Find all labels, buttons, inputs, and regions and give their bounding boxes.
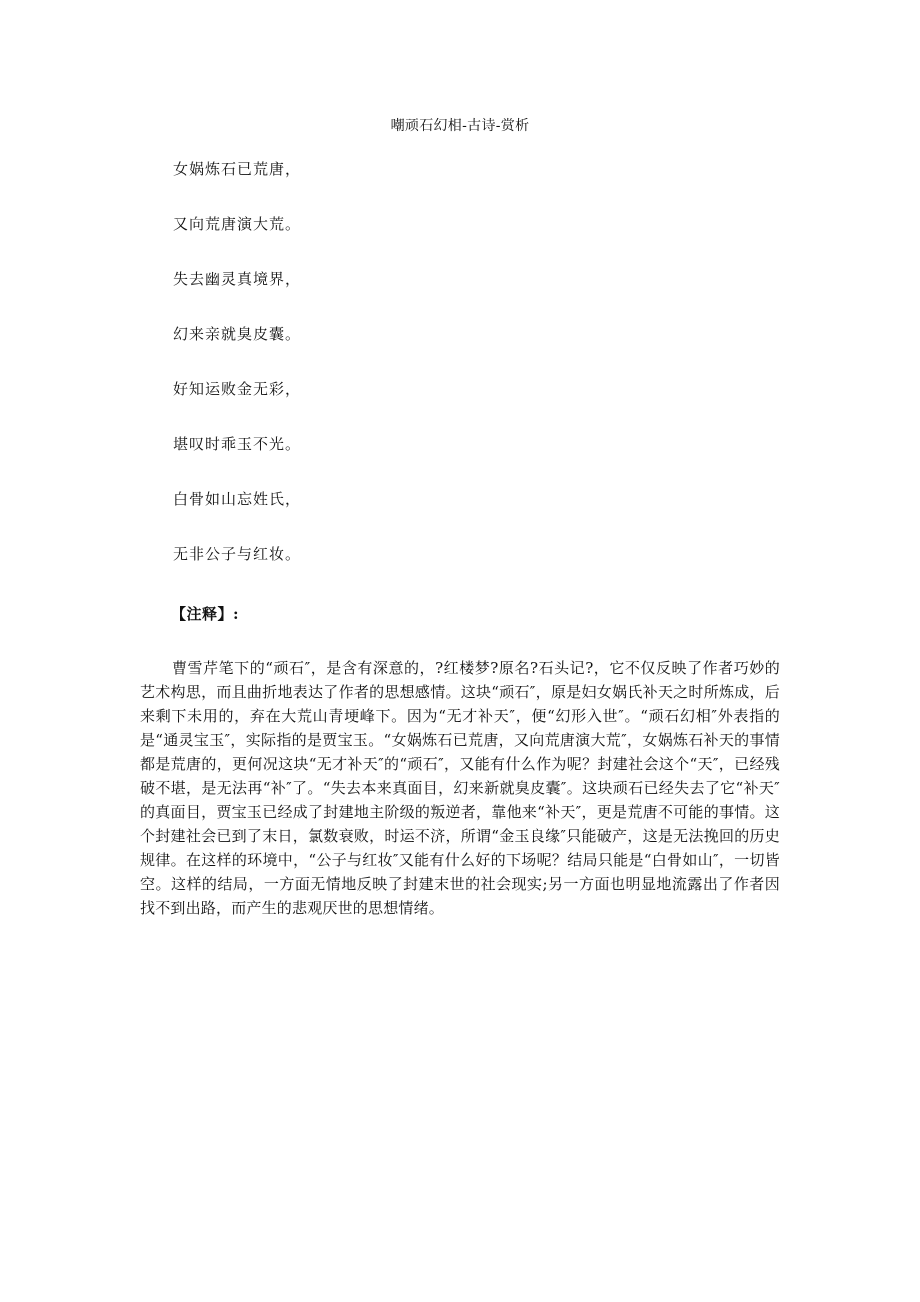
poem-line: 白骨如山忘姓氏， [173,490,302,508]
page-title: 嘲顽石幻相-古诗-赏析 [390,118,530,134]
notes-heading: 【注释】: [171,605,240,623]
poem-line: 堪叹时乖玉不光。 [173,435,302,453]
poem-line: 无非公子与红妆。 [173,545,302,563]
poem-line: 幻来亲就臭皮囊。 [173,325,302,343]
analysis-paragraph: 曹雪芹笔下的“顽石″，是含有深意的，?红楼梦?原名?石头记?，它不仅反映了作者巧妙的艺术构思，而且曲折地表达了作者的思想感情。这块“顽石″，原是妇女娲氏补天之时所炼成，后来剩下未用的，弃在大荒山青埂峰下。因为“无才补天″，便“幻形入世″。“顽石幻相″外表指的是“通灵宝玉″，实际指的是贾宝玉。“女娲炼石已荒唐，又向荒唐演大荒″，女娲炼石补天的事情都是荒唐的，更何况这块“无才补天″的“顽石″，又能有什么作为呢？封建社会这个“天″，已经残破不堪，是无法再“补″了。“失去本来真面目，幻来新就臭皮囊″。这块顽石已经失去了它“补天″的真面目，贾宝玉已经成了封建地主阶级的叛逆者，靠他来“补天″，更是荒唐不可能的事情。这个封建社会已到了末日，氯数衰败，时运不济，所谓“金玉良缘″只能破产，这是无法挽回的历史规律。在这样的环境中，“公子与红妆″又能有什么好的下场呢？结局只能是“白骨如山″，一切皆空。这样的结局，一方面无情地反映了封建末世的社会现实;另一方面也明显地流露出了作者因找不到出路，而产生的悲观厌世的思想情绪。 [140,659,780,917]
poem-line: 女娲炼石已荒唐， [173,160,302,178]
poem-line: 失去幽灵真境界， [173,270,302,288]
poem-line: 好知运败金无彩， [173,380,302,398]
poem-line: 又向荒唐演大荒。 [173,215,302,233]
poem [173,159,301,599]
